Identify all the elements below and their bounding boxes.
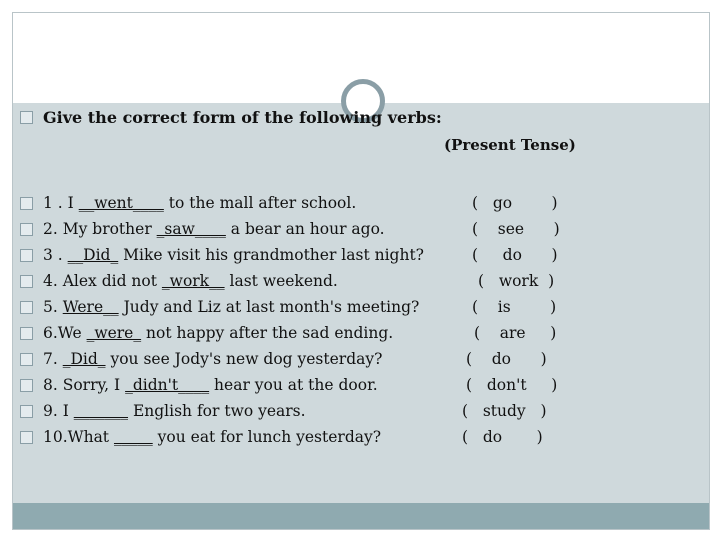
question-prefix: 9. I [43,402,74,420]
answer-blank: _work__ [161,272,225,290]
question-prefix: 10.What [43,428,114,446]
verb-hint: ( go ) [472,194,558,212]
footer-bar [13,503,709,529]
square-bullet-icon [20,111,33,124]
square-bullet-icon [20,275,33,288]
square-bullet-icon [20,223,33,236]
square-bullet-icon [20,197,33,210]
question-row [20,428,381,446]
answer-blank: Were__ [62,298,119,316]
answer-blank: _were_ [86,324,142,342]
answer-blank: _______ [73,402,129,420]
verb-hint: ( work ) [478,272,555,290]
question-suffix: Mike visit his grandmother last night? [118,246,424,264]
square-bullet-icon [20,249,33,262]
question-suffix: English for two years. [128,402,306,420]
verb-hint: ( do ) [466,350,547,368]
square-bullet-icon [20,327,33,340]
verb-hint: ( are ) [474,324,557,342]
verb-hint: ( do ) [472,246,558,264]
tense-label: (Present Tense) [444,136,576,154]
question-suffix: to the mall after school. [163,194,357,212]
answer-blank: _____ [113,428,153,446]
question-row [20,298,419,316]
question-suffix: you see Jody's new dog yesterday? [105,350,383,368]
square-bullet-icon [20,353,33,366]
question-row [20,376,378,394]
answer-blank: __went____ [78,194,164,212]
question-suffix: you eat for lunch yesterday? [152,428,382,446]
question-prefix: 4. Alex did not [43,272,162,290]
question-row [20,194,356,212]
question-row [20,272,338,290]
question-row [20,246,424,264]
answer-blank: __Did_ [67,246,119,264]
question-suffix: hear you at the door. [209,376,378,394]
question-prefix: 3 . [43,246,68,264]
question-suffix: last weekend. [224,272,338,290]
slide [12,12,710,530]
question-row [20,402,306,420]
square-bullet-icon [20,405,33,418]
question-suffix: not happy after the sad ending. [141,324,394,342]
question-suffix: a bear an hour ago. [225,220,385,238]
verb-hint: ( don't ) [466,376,558,394]
verb-hint: ( do ) [462,428,543,446]
answer-blank: _saw____ [156,220,226,238]
question-row [20,220,385,238]
question-prefix: 5. [43,298,63,316]
answer-blank: _didn't____ [125,376,210,394]
question-row [20,324,393,342]
instruction-heading [20,108,442,127]
question-row [20,350,382,368]
verb-hint: ( is ) [472,298,557,316]
question-prefix: 2. My brother [43,220,157,238]
verb-hint: ( see ) [472,220,560,238]
question-prefix: 7. [43,350,63,368]
square-bullet-icon [20,379,33,392]
question-prefix: 1 . I [43,194,79,212]
answer-blank: _Did_ [62,350,106,368]
heading-text: Give the correct form of the following verbs: [43,108,442,127]
question-prefix: 8. Sorry, I [43,376,126,394]
square-bullet-icon [20,431,33,444]
question-prefix: 6.We [43,324,87,342]
verb-hint: ( study ) [462,402,547,420]
question-suffix: Judy and Liz at last month's meeting? [118,298,420,316]
square-bullet-icon [20,301,33,314]
